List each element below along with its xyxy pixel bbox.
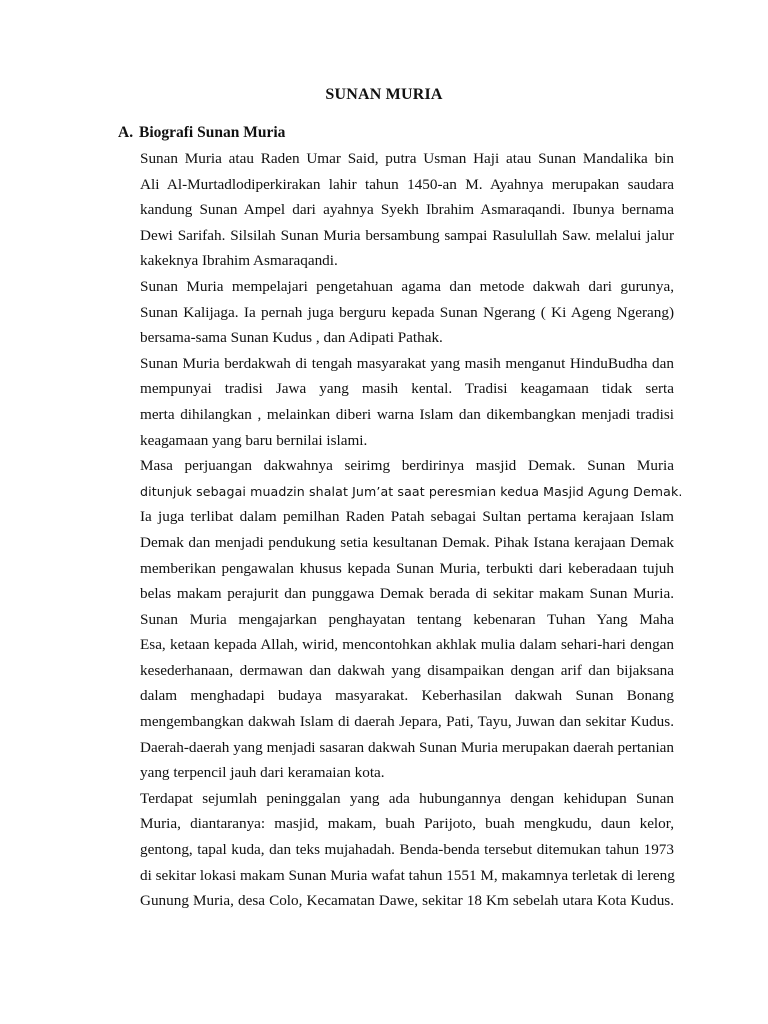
page-title: SUNAN MURIA	[325, 86, 443, 103]
text-line: keagamaan yang baru bernilai islami.	[140, 431, 368, 449]
text-line: Sunan Kalijaga. Ia pernah juga berguru kepada Sunan Ngerang ( Ki Ageng Ngerang)	[140, 303, 674, 321]
text-line: memberikan pengawalan khusus kepada Sunan Muria, terbukti dari keberadaan tujuh	[140, 559, 674, 577]
text-line: merta dihilangkan , melainkan diberi warna Islam dan dikembangkan menjadi tradisi	[140, 405, 674, 423]
text-line: mempunyai tradisi Jawa yang masih kental. Tradisi keagamaan tidak serta	[140, 380, 674, 398]
text-line: Dewi Sarifah. Silsilah Sunan Muria bersambung sampai Rasulullah Saw. melalui jalur	[140, 226, 674, 244]
text-line: Terdapat sejumlah peninggalan yang ada hubungannya dengan kehidupan Sunan	[140, 789, 674, 807]
paragraph-3	[140, 351, 674, 453]
text-line: Muria, diantaranya: masjid, makam, buah Parijoto, buah mengkudu, daun kelor,	[140, 815, 674, 833]
text-line: di sekitar lokasi makam Sunan Muria wafat tahun 1551 M, makamnya terletak di lereng	[140, 866, 675, 884]
text-line: Sunan Muria atau Raden Umar Said, putra Usman Haji atau Sunan Mandalika bin	[140, 150, 674, 167]
section-heading-text: Biografi Sunan Muria	[139, 124, 286, 141]
text-line: kandung Sunan Ampel dari ayahnya Syekh Ibrahim Asmaraqandi. Ibunya bernama	[140, 201, 674, 219]
paragraph-1	[140, 146, 674, 274]
paragraph-6	[140, 786, 674, 914]
paragraph-5	[140, 607, 674, 786]
text-line: Sunan Muria berdakwah di tengah masyarakat yang masih menganut HinduBudha dan	[140, 354, 674, 372]
text-line: kakeknya Ibrahim Asmaraqandi.	[140, 252, 338, 270]
paragraph-2	[140, 274, 674, 351]
text-line: bersama-sama Sunan Kudus , dan Adipati Pathak.	[140, 329, 443, 347]
text-line: Demak dan menjadi pendukung setia kesultanan Demak. Pihak Istana kerajaan Demak	[140, 533, 674, 551]
text-line: Esa, ketaan kepada Allah, wirid, mencontohkan akhlak mulia dalam sehari-hari dengan	[140, 636, 674, 654]
paragraph-4	[140, 453, 683, 607]
text-line: mengembangkan dakwah Islam di daerah Jepara, Pati, Tayu, Juwan dan sekitar Kudus.	[140, 713, 674, 731]
section-heading	[118, 124, 285, 142]
text-line: Sunan Muria mempelajari pengetahuan agama dan metode dakwah dari gurunya,	[140, 277, 674, 295]
text-line: kesederhanaan, dermawan dan dakwah yang disampaikan dengan arif dan bijaksana	[140, 661, 674, 679]
text-line: Ia juga terlibat dalam pemilhan Raden Patah sebagai Sultan pertama kerajaan Islam	[140, 508, 674, 526]
text-line: Sunan Muria mengajarkan penghayatan tentang kebenaran Tuhan Yang Maha	[140, 610, 674, 628]
text-line: dalam menghadapi budaya masyarakat. Keberhasilan dakwah Sunan Bonang	[140, 687, 674, 705]
text-line: yang terpencil jauh dari keramaian kota.	[140, 764, 385, 782]
text-line: Daerah-daerah yang menjadi sasaran dakwah Sunan Muria merupakan daerah pertanian	[140, 738, 674, 756]
section-marker: A.	[118, 124, 134, 141]
body-text	[140, 146, 683, 914]
text-line: Ali Al-Murtadlodiperkirakan lahir tahun 1450-an M. Ayahnya merupakan saudara	[140, 175, 674, 193]
text-line: gentong, tapal kuda, dan teks mujahadah. Benda-benda tersebut ditemukan tahun 1973	[140, 841, 674, 859]
text-line: belas makam perajurit dan punggawa Demak berada di sekitar makam Sunan Muria.	[140, 585, 674, 603]
text-line: ditunjuk sebagai muadzin shalat Jum’at saat peresmian kedua Masjid Agung Demak.	[140, 483, 683, 499]
text-line: Gunung Muria, desa Colo, Kecamatan Dawe, sekitar 18 Km sebelah utara Kota Kudus.	[140, 892, 674, 910]
text-line: Masa perjuangan dakwahnya seirimg berdirinya masjid Demak. Sunan Muria	[140, 457, 674, 475]
